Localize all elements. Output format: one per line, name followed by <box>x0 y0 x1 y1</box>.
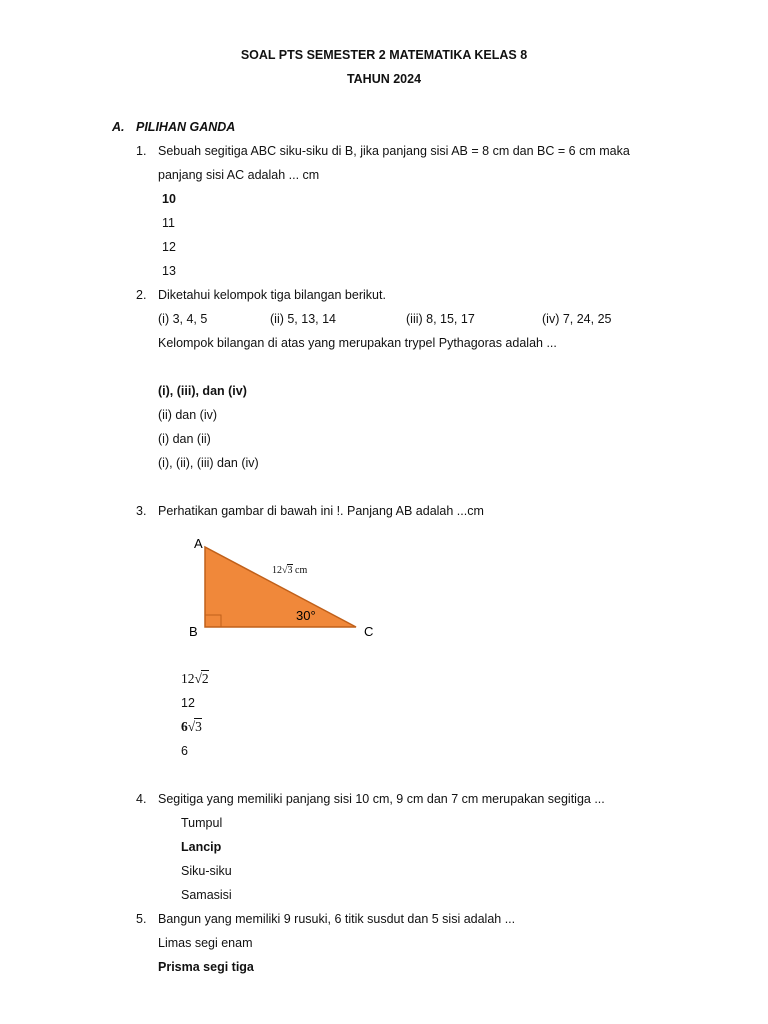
section-title: PILIHAN GANDA <box>136 120 236 134</box>
answer-option: 6 <box>181 744 188 758</box>
number-group: (ii) 5, 13, 14 <box>270 312 337 326</box>
hypotenuse-unit: cm <box>295 565 308 576</box>
hypotenuse-label: 12√3 cm <box>272 565 308 576</box>
question-text: Diketahui kelompok tiga bilangan berikut. <box>158 288 386 302</box>
answer-option: Samasisi <box>181 888 232 902</box>
question-text: Kelompok bilangan di atas yang merupakan trypel Pythagoras adalah ... <box>158 336 557 350</box>
answer-option-correct: 6√3 <box>181 719 202 734</box>
hypotenuse-coefficient: 12 <box>272 565 282 576</box>
option-radicand: 2 <box>201 671 209 686</box>
answer-option: Limas segi enam <box>158 936 253 950</box>
question-text: Sebuah segitiga ABC siku-siku di B, jika panjang sisi AB = 8 cm dan BC = 6 cm maka <box>158 144 630 158</box>
vertex-label-c: C <box>364 624 374 639</box>
number-group: (iv) 7, 24, 25 <box>542 312 612 326</box>
answer-option-correct: Lancip <box>181 840 222 854</box>
option-coefficient: 12 <box>181 671 195 686</box>
option-coefficient: 6 <box>181 719 188 734</box>
answer-option: (ii) dan (iv) <box>158 408 218 422</box>
question-text: Segitiga yang memiliki panjang sisi 10 cm, 9 cm dan 7 cm merupakan segitiga ... <box>158 792 605 806</box>
number-group: (iii) 8, 15, 17 <box>406 312 475 326</box>
triangle-figure <box>186 532 386 642</box>
question-text: panjang sisi AC adalah ... cm <box>158 168 320 182</box>
document-title: SOAL PTS SEMESTER 2 MATEMATIKA KELAS 8 <box>240 48 528 62</box>
option-radicand: 3 <box>195 719 202 734</box>
answer-option: 13 <box>162 264 176 278</box>
right-triangle <box>205 547 356 627</box>
answer-option: 12 <box>181 696 195 710</box>
answer-option: 12√2 <box>181 671 209 686</box>
answer-option: 11 <box>162 216 175 230</box>
answer-option-correct: (i), (iii), dan (iv) <box>158 384 247 398</box>
answer-option: (i) dan (ii) <box>158 432 211 446</box>
question-number: 2. <box>136 288 147 302</box>
answer-option: Tumpul <box>181 816 223 830</box>
section-marker: A. <box>112 120 125 134</box>
question-number: 4. <box>136 792 147 806</box>
hypotenuse-radicand: 3 <box>287 565 293 576</box>
vertex-label-b: B <box>189 624 198 639</box>
question-text: Perhatikan gambar di bawah ini !. Panjang AB adalah ...cm <box>158 504 484 518</box>
angle-label: 30° <box>296 608 316 623</box>
answer-option-correct: 10 <box>162 192 176 206</box>
answer-option: (i), (ii), (iii) dan (iv) <box>158 456 259 470</box>
answer-option-correct: Prisma segi tiga <box>158 960 254 974</box>
question-number: 1. <box>136 144 147 158</box>
question-text: Bangun yang memiliki 9 rusuki, 6 titik susdut dan 5 sisi adalah ... <box>158 912 516 926</box>
vertex-label-a: A <box>194 536 203 551</box>
answer-option: 12 <box>162 240 176 254</box>
number-group: (i) 3, 4, 5 <box>158 312 208 326</box>
document-year: TAHUN 2024 <box>346 72 422 86</box>
question-number: 5. <box>136 912 147 926</box>
question-number: 3. <box>136 504 147 518</box>
answer-option: Siku-siku <box>181 864 232 878</box>
